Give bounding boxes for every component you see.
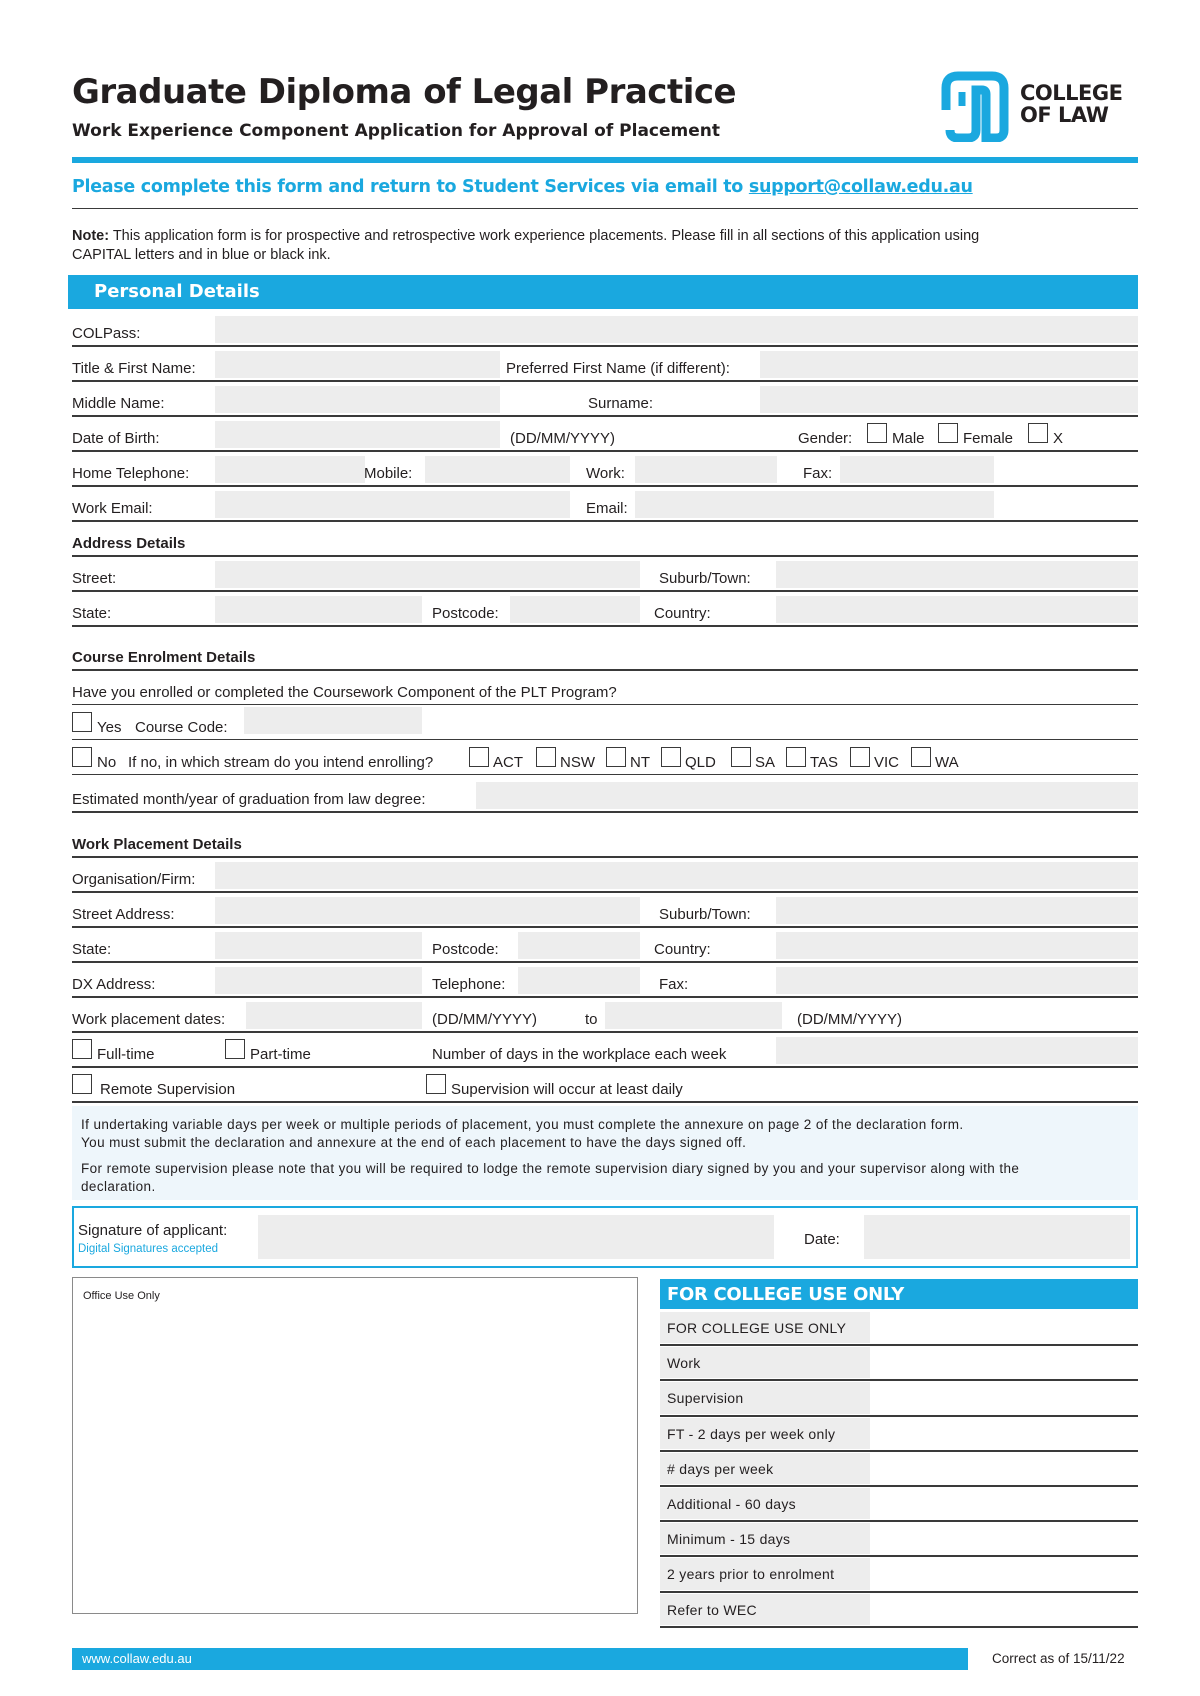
- support-email-link[interactable]: support@collaw.edu.au: [748, 177, 973, 197]
- placement-dates-label: Work placement dates:: [72, 1011, 226, 1028]
- fulltime-checkbox[interactable]: [72, 1039, 92, 1059]
- placement-postcode-field[interactable]: [518, 932, 640, 959]
- gender-female-checkbox[interactable]: [938, 423, 958, 443]
- logo-text: COLLEGE OF LAW: [1020, 81, 1123, 127]
- personal-details-heading: Personal Details: [94, 281, 260, 302]
- note-text: Note: This application form is for prospective and retrospective work experience placements. Please fill in all sections of this application using CAPITAL letters and in blue or black ink.: [72, 228, 980, 263]
- colpass-label: COLPass:: [72, 325, 141, 342]
- surname-label: Surname:: [588, 395, 654, 412]
- gender-male-label: Male: [892, 430, 925, 447]
- street-field[interactable]: [215, 561, 640, 588]
- college-use-row-label: Work: [667, 1355, 701, 1372]
- country-label: Country:: [654, 605, 711, 622]
- college-use-row-label: Supervision: [667, 1390, 744, 1407]
- address-details-heading: Address Details: [72, 535, 186, 552]
- daily-supervision-checkbox[interactable]: [426, 1074, 446, 1094]
- suburb-field[interactable]: [776, 561, 1138, 588]
- stream-wa-label: WA: [935, 754, 959, 771]
- colpass-field[interactable]: [215, 316, 1138, 343]
- college-use-row-divider: [660, 1485, 1138, 1487]
- gender-label: Gender:: [798, 430, 853, 447]
- state-label: State:: [72, 605, 112, 622]
- signature-date-label: Date:: [804, 1231, 840, 1248]
- page-subtitle: Work Experience Component Application for Approval of Placement: [72, 121, 720, 141]
- placement-street-field[interactable]: [215, 897, 640, 924]
- title-first-name-label: Title & First Name:: [72, 360, 196, 377]
- college-use-heading: FOR COLLEGE USE ONLY: [667, 1284, 905, 1305]
- dob-field[interactable]: [215, 421, 500, 448]
- office-use-box: [72, 1277, 638, 1614]
- placement-suburb-field[interactable]: [776, 897, 1138, 924]
- stream-nt-label: NT: [630, 754, 650, 771]
- stream-vic-checkbox[interactable]: [850, 747, 870, 767]
- signature-field[interactable]: [258, 1215, 774, 1259]
- college-use-row-label: FOR COLLEGE USE ONLY: [667, 1320, 847, 1336]
- notice-line-2: You must submit the declaration and annexure at the end of each placement to have the days signed off.: [81, 1135, 747, 1150]
- coursework-no-checkbox[interactable]: [72, 747, 92, 767]
- college-use-row-divider: [660, 1415, 1138, 1417]
- course-code-field[interactable]: [244, 707, 422, 734]
- placement-end-date-field[interactable]: [605, 1002, 782, 1029]
- college-use-row-divider: [660, 1591, 1138, 1593]
- organisation-label: Organisation/Firm:: [72, 871, 196, 888]
- dx-address-label: DX Address:: [72, 976, 156, 993]
- country-field[interactable]: [776, 596, 1138, 623]
- work-email-label: Work Email:: [72, 500, 153, 517]
- gender-x-checkbox[interactable]: [1028, 423, 1048, 443]
- surname-field[interactable]: [760, 386, 1138, 413]
- mobile-field[interactable]: [425, 456, 570, 483]
- end-date-format: (DD/MM/YYYY): [797, 1011, 902, 1028]
- work-placement-heading: Work Placement Details: [72, 836, 242, 853]
- home-telephone-field[interactable]: [215, 456, 365, 483]
- stream-act-label: ACT: [493, 754, 523, 771]
- college-use-row-divider: [660, 1520, 1138, 1522]
- parttime-label: Part-time: [250, 1046, 311, 1063]
- stream-act-checkbox[interactable]: [469, 747, 489, 767]
- stream-nt-checkbox[interactable]: [606, 747, 626, 767]
- fax-field[interactable]: [840, 456, 994, 483]
- digital-signature-note: Digital Signatures accepted: [78, 1243, 218, 1255]
- graduation-label: Estimated month/year of graduation from law degree:: [72, 791, 426, 808]
- placement-telephone-label: Telephone:: [432, 976, 506, 993]
- instruction-text: Please complete this form and return to Student Services via email to support@collaw.edu.au: [72, 177, 973, 197]
- personal-details-header: [68, 275, 1138, 309]
- postcode-field[interactable]: [510, 596, 640, 623]
- footer-url[interactable]: www.collaw.edu.au: [82, 1651, 192, 1666]
- placement-suburb-label: Suburb/Town:: [659, 906, 751, 923]
- coursework-question: Have you enrolled or completed the Coursework Component of the PLT Program?: [72, 684, 617, 701]
- stream-sa-label: SA: [755, 754, 776, 771]
- notice-line-3: For remote supervision please note that you will be required to lodge the remote supervision diary signed by you and your supervisor along with the: [81, 1161, 1020, 1176]
- placement-state-field[interactable]: [215, 932, 422, 959]
- page-title: Graduate Diploma of Legal Practice: [72, 72, 737, 112]
- college-use-row-divider: [660, 1450, 1138, 1452]
- college-use-row-divider: [660, 1555, 1138, 1557]
- college-use-row-label: Additional - 60 days: [667, 1496, 796, 1512]
- placement-postcode-label: Postcode:: [432, 941, 499, 958]
- preferred-name-field[interactable]: [760, 351, 1138, 378]
- work-email-field[interactable]: [215, 491, 570, 518]
- college-of-law-logo-icon: [940, 70, 1010, 142]
- course-enrolment-heading: Course Enrolment Details: [72, 649, 256, 666]
- college-use-row-divider: [660, 1379, 1138, 1381]
- parttime-checkbox[interactable]: [225, 1039, 245, 1059]
- placement-state-label: State:: [72, 941, 112, 958]
- notice-box: [72, 1106, 1138, 1200]
- title-first-name-field[interactable]: [215, 351, 500, 378]
- college-use-header: [660, 1279, 1138, 1309]
- postcode-label: Postcode:: [432, 605, 499, 622]
- office-use-label: Office Use Only: [83, 1290, 160, 1302]
- dx-address-field[interactable]: [215, 967, 422, 994]
- email-label: Email:: [586, 500, 628, 517]
- placement-telephone-field[interactable]: [518, 967, 640, 994]
- middle-name-label: Middle Name:: [72, 395, 165, 412]
- work-phone-field[interactable]: [635, 456, 777, 483]
- street-label: Street:: [72, 570, 117, 587]
- gender-female-label: Female: [963, 430, 1014, 447]
- placement-fax-label: Fax:: [659, 976, 689, 993]
- suburb-label: Suburb/Town:: [659, 570, 751, 587]
- remote-supervision-label: Remote Supervision: [100, 1081, 236, 1098]
- dob-label: Date of Birth:: [72, 430, 160, 447]
- college-use-row-label: # days per week: [667, 1460, 774, 1477]
- days-per-week-label: Number of days in the workplace each week: [432, 1046, 727, 1063]
- coursework-yes-label: Yes: [97, 719, 122, 736]
- days-per-week-field[interactable]: [776, 1037, 1138, 1064]
- start-date-format: (DD/MM/YYYY): [432, 1011, 537, 1028]
- college-use-row-label: 2 years prior to enrolment: [667, 1566, 835, 1583]
- gender-male-checkbox[interactable]: [867, 423, 887, 443]
- stream-nsw-checkbox[interactable]: [536, 747, 556, 767]
- work-phone-label: Work:: [586, 465, 625, 482]
- correct-as-of: Correct as of 15/11/22: [992, 1651, 1125, 1666]
- placement-country-label: Country:: [654, 941, 711, 958]
- placement-country-field[interactable]: [776, 932, 1138, 959]
- gender-x-label: X: [1053, 430, 1064, 447]
- placement-street-label: Street Address:: [72, 906, 175, 923]
- stream-tas-label: TAS: [810, 754, 839, 771]
- stream-wa-checkbox[interactable]: [911, 747, 931, 767]
- coursework-no-label: No: [97, 754, 117, 771]
- college-use-row-label: Refer to WEC: [667, 1601, 757, 1618]
- email-field[interactable]: [635, 491, 994, 518]
- signature-date-field[interactable]: [864, 1215, 1130, 1259]
- placement-start-date-field[interactable]: [246, 1002, 422, 1029]
- signature-box: [72, 1206, 1138, 1268]
- notice-line-4: declaration.: [81, 1179, 156, 1194]
- stream-sa-checkbox[interactable]: [731, 747, 751, 767]
- stream-tas-checkbox[interactable]: [786, 747, 806, 767]
- college-use-row-label: Minimum - 15 days: [667, 1531, 791, 1548]
- home-telephone-label: Home Telephone:: [72, 465, 190, 482]
- stream-nsw-label: NSW: [560, 754, 595, 771]
- footer-bar: [72, 1648, 968, 1670]
- remote-supervision-checkbox[interactable]: [72, 1074, 92, 1094]
- middle-name-field[interactable]: [215, 386, 500, 413]
- mobile-label: Mobile:: [364, 465, 413, 482]
- dob-format: (DD/MM/YYYY): [510, 430, 615, 447]
- header-divider: [72, 157, 1138, 163]
- date-to-label: to: [585, 1011, 598, 1028]
- stream-qld-label: QLD: [685, 754, 716, 771]
- college-use-row-label: FT - 2 days per week only: [667, 1425, 836, 1442]
- stream-question: If no, in which stream do you intend enrolling?: [128, 754, 434, 771]
- college-use-row-divider: [660, 1344, 1138, 1346]
- state-field[interactable]: [215, 596, 422, 623]
- college-use-row-divider: [660, 1626, 1138, 1628]
- course-code-label: Course Code:: [135, 719, 228, 736]
- organisation-field[interactable]: [215, 862, 1138, 889]
- fulltime-label: Full-time: [97, 1046, 155, 1063]
- graduation-field[interactable]: [476, 782, 1138, 809]
- stream-qld-checkbox[interactable]: [661, 747, 681, 767]
- placement-fax-field[interactable]: [776, 967, 1138, 994]
- notice-line-1: If undertaking variable days per week or multiple periods of placement, you must complete the annexure on page 2 of the declaration form.: [81, 1117, 964, 1132]
- signature-label: Signature of applicant:: [78, 1222, 228, 1239]
- fax-label: Fax:: [803, 465, 833, 482]
- preferred-name-label: Preferred First Name (if different):: [506, 360, 730, 377]
- stream-vic-label: VIC: [874, 754, 900, 771]
- daily-supervision-label: Supervision will occur at least daily: [451, 1081, 683, 1098]
- coursework-yes-checkbox[interactable]: [72, 712, 92, 732]
